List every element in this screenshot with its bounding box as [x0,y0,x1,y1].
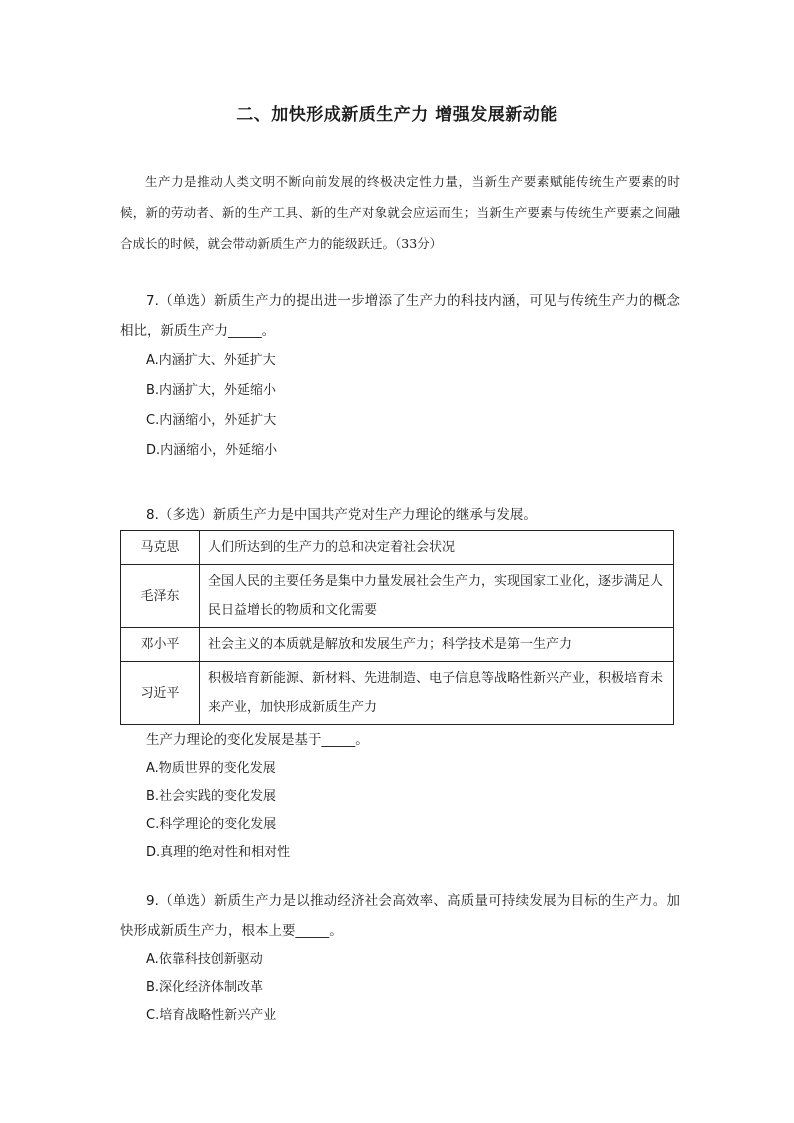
table-cell-name: 马克思 [121,531,200,565]
question-9 [120,886,680,1030]
question-7-option-c: C.内涵缩小，外延扩大 [146,413,277,428]
intro-paragraph: 生产力是推动人类文明不断向前发展的终极决定性力量，当新生产要素赋能传统生产要素的时候，新的劳动者、新的生产工具、新的生产对象就会应运而生；当新生产要素与传统生产要素之间融合成长的时候，就会带动新质生产力的能级跃迁。（33分） [120,174,680,251]
question-9-option-a: A.依靠科技创新驱动 [146,952,263,967]
table-cell-name: 习近平 [121,662,200,725]
question-8-option-d: D.真理的绝对性和相对性 [146,845,291,860]
table-row [121,565,674,628]
question-9-option-b: B.深化经济体制改革 [146,980,264,995]
question-8-stem: 8.（多选）新质生产力是中国共产党对生产力理论的继承与发展。 [146,507,537,523]
question-7-stem: 7.（单选）新质生产力的提出进一步增添了生产力的科技内涵，可见与传统生产力的概念相比，新质生产力_____。 [120,293,680,339]
table-row [121,531,674,565]
table-cell-name: 邓小平 [121,628,200,662]
table-cell-name: 毛泽东 [121,565,200,628]
question-7-option-a: A.内涵扩大、外延扩大 [146,353,276,368]
question-7-option-b: B.内涵扩大，外延缩小 [146,383,277,398]
question-7-option-d: D.内涵缩小，外延缩小 [146,443,278,458]
question-9-stem: 9.（单选）新质生产力是以推动经济社会高效率、高质量可持续发展为目标的生产力。加快形成新质生产力，根本上要_____。 [120,893,680,939]
table-cell-content: 积极培育新能源、新材料、先进制造、电子信息等战略性新兴产业，积极培育未来产业，加快形成新质生产力 [200,662,674,725]
table-row [121,628,674,662]
table-cell-content: 社会主义的本质就是解放和发展生产力；科学技术是第一生产力 [200,628,674,662]
question-8-option-b: B.社会实践的变化发展 [146,789,277,804]
section-title: 二、加快形成新质生产力 增强发展新动能 [236,105,558,125]
question-9-option-c: C.培育战略性新兴产业 [146,1008,277,1023]
table-cell-content: 人们所达到的生产力的总和决定着社会状况 [200,531,674,565]
question-8 [120,500,680,867]
question-8-option-c: C.科学理论的变化发展 [146,817,277,832]
question-8-option-a: A.物质世界的变化发展 [146,761,276,776]
question-8-prompt: 生产力理论的变化发展是基于_____。 [146,732,369,748]
table-row [121,662,674,725]
thinkers-table [120,530,674,725]
table-cell-content: 全国人民的主要任务是集中力量发展社会生产力，实现国家工业化，逐步满足人民日益增长的物质和文化需要 [200,565,674,628]
question-7 [120,286,680,466]
